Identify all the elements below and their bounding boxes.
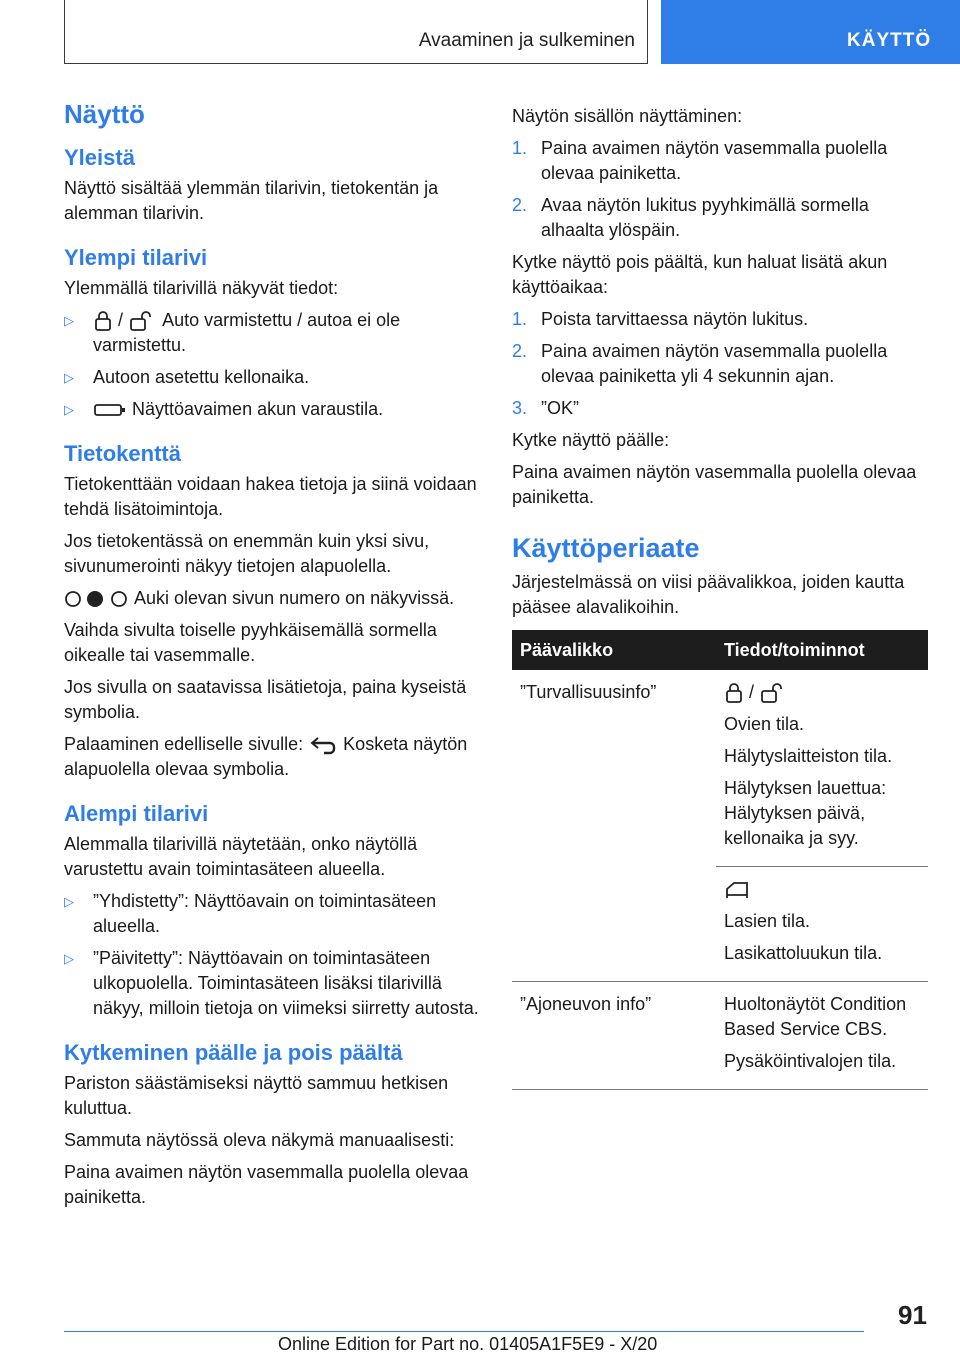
off-steps: [512, 307, 928, 421]
step-number: 2.: [512, 195, 528, 215]
heading-principle: Käyttöperiaate: [512, 533, 700, 563]
lower-list: [64, 889, 482, 1021]
lock-open-icon: [128, 310, 158, 332]
info-line: Hälytyslaitteiston tila.: [724, 746, 893, 766]
info-line: Lasikattoluukun tila.: [724, 943, 883, 963]
on-paragraph-1: Kytke näyttö päälle:: [512, 430, 670, 450]
step-text: Poista tarvittaessa näytön lukitus.: [541, 309, 809, 329]
table-row: [512, 670, 928, 867]
table-cell-menu: ”Ajoneuvon info”: [512, 982, 716, 1090]
info-paragraph-5: Jos sivulla on saatavissa lisätietoja, paina kyseistä symbolia.: [64, 677, 467, 722]
heading-general: Yleistä: [64, 145, 135, 170]
bullet-triangle-icon: ▷: [64, 402, 74, 417]
window-icon-line: [724, 877, 922, 902]
left-column: [64, 98, 482, 1217]
footer-divider: [64, 1331, 864, 1332]
back-arrow-icon: [308, 735, 338, 755]
step-text: Paina avaimen näytön vasemmalla puolella olevaa painiketta.: [541, 138, 888, 183]
list-item: [64, 308, 482, 358]
list-item: [512, 136, 928, 186]
list-item: [64, 889, 482, 939]
step-number: 1.: [512, 138, 528, 158]
step-number: 1.: [512, 309, 528, 329]
info-line: Lasien tila.: [724, 911, 811, 931]
step-text: ”OK”: [541, 398, 579, 418]
heading-upper-status: Ylempi tilarivi: [64, 245, 208, 270]
table-header-menu: Päävalikko: [512, 630, 716, 670]
page-title: Näyttö: [64, 99, 145, 129]
upper-paragraph: Ylemmällä tilarivillä näkyvät tiedot:: [64, 278, 339, 298]
footer-edition: Online Edition for Part no. 01405A1F5E9 - X/20: [278, 1334, 658, 1354]
info-paragraph-6a: Palaaminen edelliselle sivulle:: [64, 734, 304, 754]
window-icon: [724, 879, 750, 901]
list-item: [512, 396, 928, 421]
on-paragraph-2: Paina avaimen näytön vasemmalla puolella olevaa painiketta.: [512, 462, 917, 507]
lock-separator: /: [749, 682, 755, 702]
header-chapter-title: KÄYTTÖ: [847, 30, 932, 51]
info-line: Huoltonäytöt Condition Based Service CBS.: [724, 994, 907, 1039]
step-number: 2.: [512, 341, 528, 361]
lock-separator: /: [118, 310, 124, 330]
list-item: [64, 397, 482, 422]
heading-lower-status: Alempi tilarivi: [64, 801, 209, 826]
info-paragraph-1: Tietokenttään voidaan hakea tietoja ja siinä voidaan tehdä lisätoimintoja.: [64, 474, 477, 519]
page-dots-icon: [64, 589, 130, 609]
upper-item-text: Näyttöavaimen akun varaustila.: [132, 399, 384, 419]
info-line: Hälytyksen lauettua: Hälytyksen päivä, kellonaika ja syy.: [724, 778, 887, 848]
page-number: 91: [898, 1300, 927, 1330]
show-steps: [512, 136, 928, 243]
info-paragraph-6: [64, 732, 482, 782]
list-item: [64, 946, 482, 1021]
lock-closed-icon: [724, 682, 744, 704]
bullet-triangle-icon: ▷: [64, 894, 74, 909]
battery-icon: [93, 402, 127, 418]
header-section-box: [64, 0, 648, 64]
switch-paragraph-1: Pariston säästämiseksi näyttö sammuu hetkisen kuluttua.: [64, 1073, 449, 1118]
lower-item-text: ”Yhdistetty”: Näyttöavain on toimintasäteen alueella.: [93, 891, 437, 936]
switch-paragraph-2: Sammuta näytössä oleva näkymä manuaalisesti:: [64, 1130, 455, 1150]
table-header-info: Tiedot/toiminnot: [716, 630, 928, 670]
info-paragraph-3: [64, 586, 482, 611]
list-item: [512, 193, 928, 243]
info-line: Ovien tila.: [724, 714, 805, 734]
upper-item-text: Auto varmistettu / autoa ei ole varmistettu.: [93, 310, 401, 355]
lock-open-icon: [759, 682, 789, 704]
table-header-row: [512, 630, 928, 670]
info-paragraph-3-text: Auki olevan sivun numero on näkyvissä.: [134, 588, 455, 608]
info-line: Pysäköintivalojen tila.: [724, 1051, 897, 1071]
header-section-title: Avaaminen ja sulkeminen: [418, 30, 635, 51]
lower-paragraph: Alemmalla tilarivillä näytetään, onko näytöllä varustettu avain toimintasäteen alueella.: [64, 834, 418, 879]
heading-info-field: Tietokenttä: [64, 441, 181, 466]
bullet-triangle-icon: ▷: [64, 370, 74, 385]
step-text: Avaa näytön lukitus pyyhkimällä sormella alhaalta ylöspäin.: [541, 195, 869, 240]
table-cell-info: [716, 670, 928, 867]
info-paragraph-4: Vaihda sivulta toiselle pyyhkäisemällä sormella oikealle tai vasemmalle.: [64, 620, 437, 665]
upper-list: [64, 308, 482, 422]
table-cell-info: [716, 867, 928, 982]
off-paragraph: Kytke näyttö pois päältä, kun haluat lisätä akun käyttöaikaa:: [512, 252, 888, 297]
upper-item-text: Autoon asetettu kellonaika.: [93, 367, 310, 387]
bullet-triangle-icon: ▷: [64, 951, 74, 966]
lock-icons-line: [724, 680, 922, 705]
show-paragraph: Näytön sisällön näyttäminen:: [512, 106, 743, 126]
header-chapter-box: [661, 0, 960, 64]
heading-switching: Kytkeminen päälle ja pois päältä: [64, 1040, 403, 1065]
step-number: 3.: [512, 398, 528, 418]
general-paragraph: Näyttö sisältää ylemmän tilarivin, tietokentän ja alemman tilarivin.: [64, 178, 439, 223]
list-item: [64, 365, 482, 390]
table-row: [512, 982, 928, 1090]
info-paragraph-2: Jos tietokentässä on enemmän kuin yksi sivu, sivunumerointi näkyy tietojen alapuolella.: [64, 531, 430, 576]
lock-closed-icon: [93, 310, 113, 332]
step-text: Paina avaimen näytön vasemmalla puolella olevaa painiketta yli 4 sekunnin ajan.: [541, 341, 888, 386]
list-item: [512, 307, 928, 332]
right-column: [512, 104, 928, 1090]
table-cell-info: [716, 982, 928, 1090]
switch-paragraph-3: Paina avaimen näytön vasemmalla puolella olevaa painiketta.: [64, 1162, 469, 1207]
principle-paragraph: Järjestelmässä on viisi päävalikkoa, joiden kautta pääsee alavalikoihin.: [512, 572, 905, 617]
info-paragraph-6b: Kosketa näytön alapuolella olevaa symbolia.: [64, 734, 468, 779]
menu-table: [512, 630, 928, 1090]
bullet-triangle-icon: ▷: [64, 313, 74, 328]
table-cell-menu: ”Turvallisuusinfo”: [520, 682, 657, 702]
list-item: [512, 339, 928, 389]
lower-item-text: ”Päivitetty”: Näyttöavain on toimintasäteen ulkopuolella. Toimintasäteen lisäksi tilarivillä näkyy, milloin tietoja on viimeksi siirretty autosta.: [93, 948, 479, 1018]
